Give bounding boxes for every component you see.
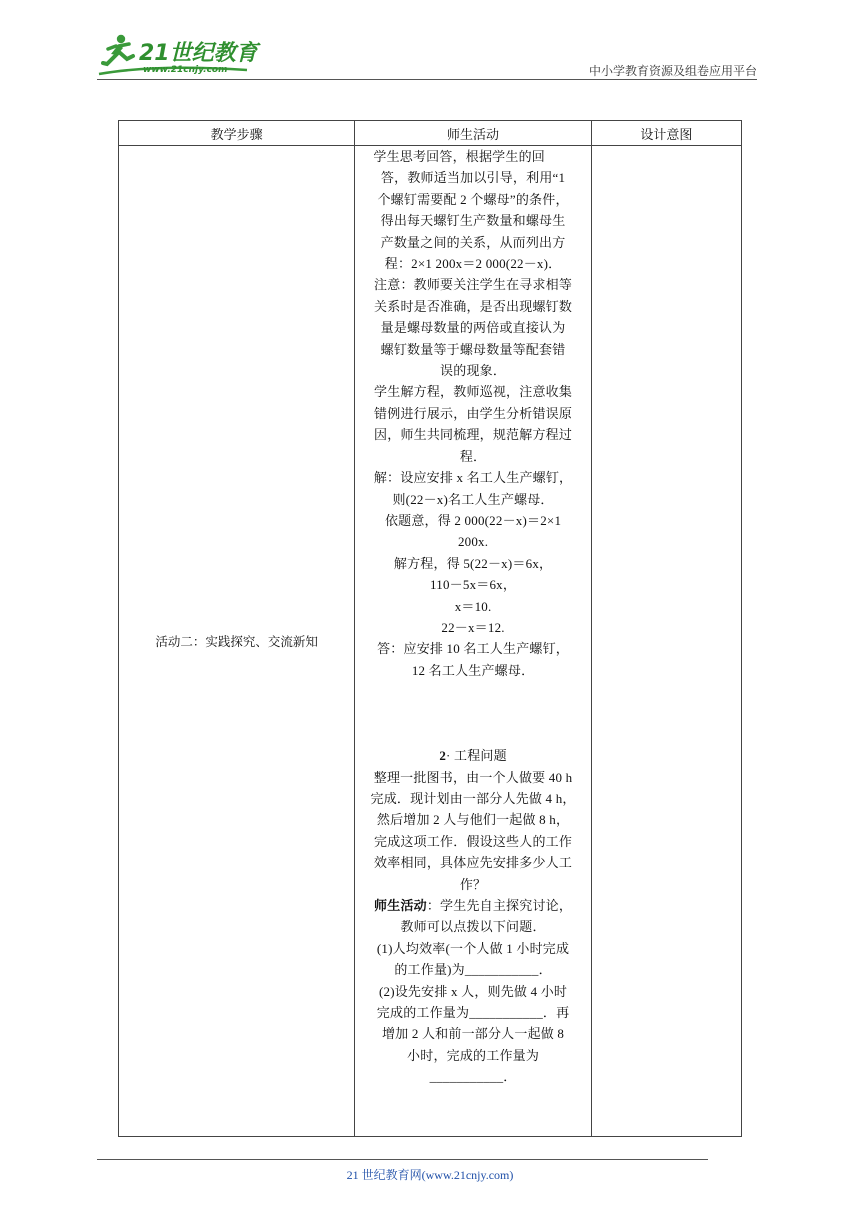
- text-line: 学生思考回答，根据学生的回: [373, 149, 545, 164]
- text-line: 增加 2 人和前一部分人一起做 8: [381, 1026, 565, 1042]
- text-line: 得出每天螺钉生产数量和螺母生: [380, 213, 566, 229]
- table-row: [119, 146, 742, 1137]
- text-line: 则(22－x)名工人生产螺母．: [392, 491, 554, 507]
- text-line: 螺钉数量等于螺母数量等配套错: [380, 341, 566, 357]
- text-line: 200x.: [457, 534, 489, 550]
- text-line: 12 名工人生产螺母．: [411, 662, 535, 678]
- header-design-intent: 设计意图: [591, 121, 741, 146]
- text-line: 答，教师适当加以引导，利用“1: [380, 170, 566, 186]
- table-header-row: [119, 121, 742, 146]
- spacer: [355, 681, 590, 745]
- text-line: 程：2×1 200x＝2 000(22－x)．: [384, 256, 562, 272]
- text-line: x＝10.: [454, 598, 492, 614]
- text-line: 产数量之间的关系，从而列出方: [380, 234, 566, 250]
- section-title: · 工程问题: [446, 748, 507, 764]
- design-intent-cell: [591, 146, 741, 1137]
- text-line: 程．: [459, 448, 487, 464]
- text-line: ___________．: [429, 1069, 517, 1085]
- text-line: 量是螺母数量的两倍或直接认为: [380, 320, 566, 336]
- platform-title: 中小学教育资源及组卷应用平台: [588, 64, 757, 78]
- text-line: 110－5x＝6x，: [430, 577, 517, 593]
- text-line: 错例进行展示，由学生分析错误原: [374, 405, 573, 421]
- logo: [97, 30, 267, 78]
- text-line: 的工作量)为___________．: [394, 962, 552, 978]
- step-cell: 活动二：实践探究、交流新知: [119, 146, 355, 1137]
- text-line: 完成的工作量为___________．再: [376, 1005, 570, 1021]
- problem-line: 完成．现计划由一部分人先做 4 h，: [370, 790, 576, 806]
- text-line: 教师可以点拨以下问题．: [400, 919, 546, 935]
- text-line: 个螺钉需要配 2 个螺母”的条件，: [377, 191, 569, 207]
- footer-divider: [97, 1159, 708, 1160]
- header-activity: 师生活动: [355, 121, 591, 146]
- problem-line: 完成这项工作．假设这些人的工作: [374, 833, 573, 849]
- header-divider: [97, 79, 757, 80]
- header-teaching-step: 教学步骤: [119, 121, 355, 146]
- text-line: 注意：教师要关注学生在寻求相等: [374, 277, 573, 293]
- text-line: 关系时是否准确，是否出现螺钉数: [374, 298, 573, 314]
- problem-line: 效率相同，具体应先安排多少人工: [374, 855, 573, 871]
- logo-url: www.21cnjy.com: [143, 65, 228, 75]
- logo-wordmark: 21世纪教育: [139, 41, 258, 66]
- text-line: 因，师生共同梳理，规范解方程过: [374, 427, 573, 443]
- text-line: (2)设先安排 x 人，则先做 4 小时: [378, 983, 568, 999]
- text-line: 小时，完成的工作量为: [407, 1047, 540, 1063]
- activity-intro: [355, 895, 590, 916]
- activity-label: 师生活动: [374, 898, 427, 913]
- section-heading: [355, 745, 590, 766]
- runner-logo-icon: [97, 30, 267, 78]
- footer-text: 21 世纪教育网(www.21cnjy.com): [346, 1168, 514, 1182]
- problem-line: 然后增加 2 人与他们一起做 8 h，: [376, 812, 570, 828]
- problem-line: 整理一批图书，由一个人做要 40 h: [373, 769, 573, 785]
- text-line: 解：设应安排 x 名工人生产螺钉，: [373, 470, 573, 486]
- section-number: 2: [439, 748, 447, 764]
- text-line: 答：应安排 10 名工人生产螺钉，: [377, 641, 570, 657]
- text-line: 22－x＝12.: [441, 619, 505, 635]
- problem-line: 作？: [459, 876, 487, 892]
- activity-intro-text: ：学生先自主探究讨论，: [426, 898, 573, 913]
- text-line: 依题意，得 2 000(22－x)＝2×1: [384, 512, 562, 528]
- page-header: [97, 30, 757, 80]
- text-line: 误的现象．: [440, 363, 507, 379]
- text-line: (1)人均效率(一个人做 1 小时完成: [376, 940, 570, 956]
- activity-cell: [355, 146, 591, 1137]
- text-line: 解方程，得 5(22－x)＝6x，: [393, 555, 553, 571]
- text-line: 学生解方程，教师巡视，注意收集: [374, 384, 573, 400]
- lesson-table: [118, 120, 742, 1137]
